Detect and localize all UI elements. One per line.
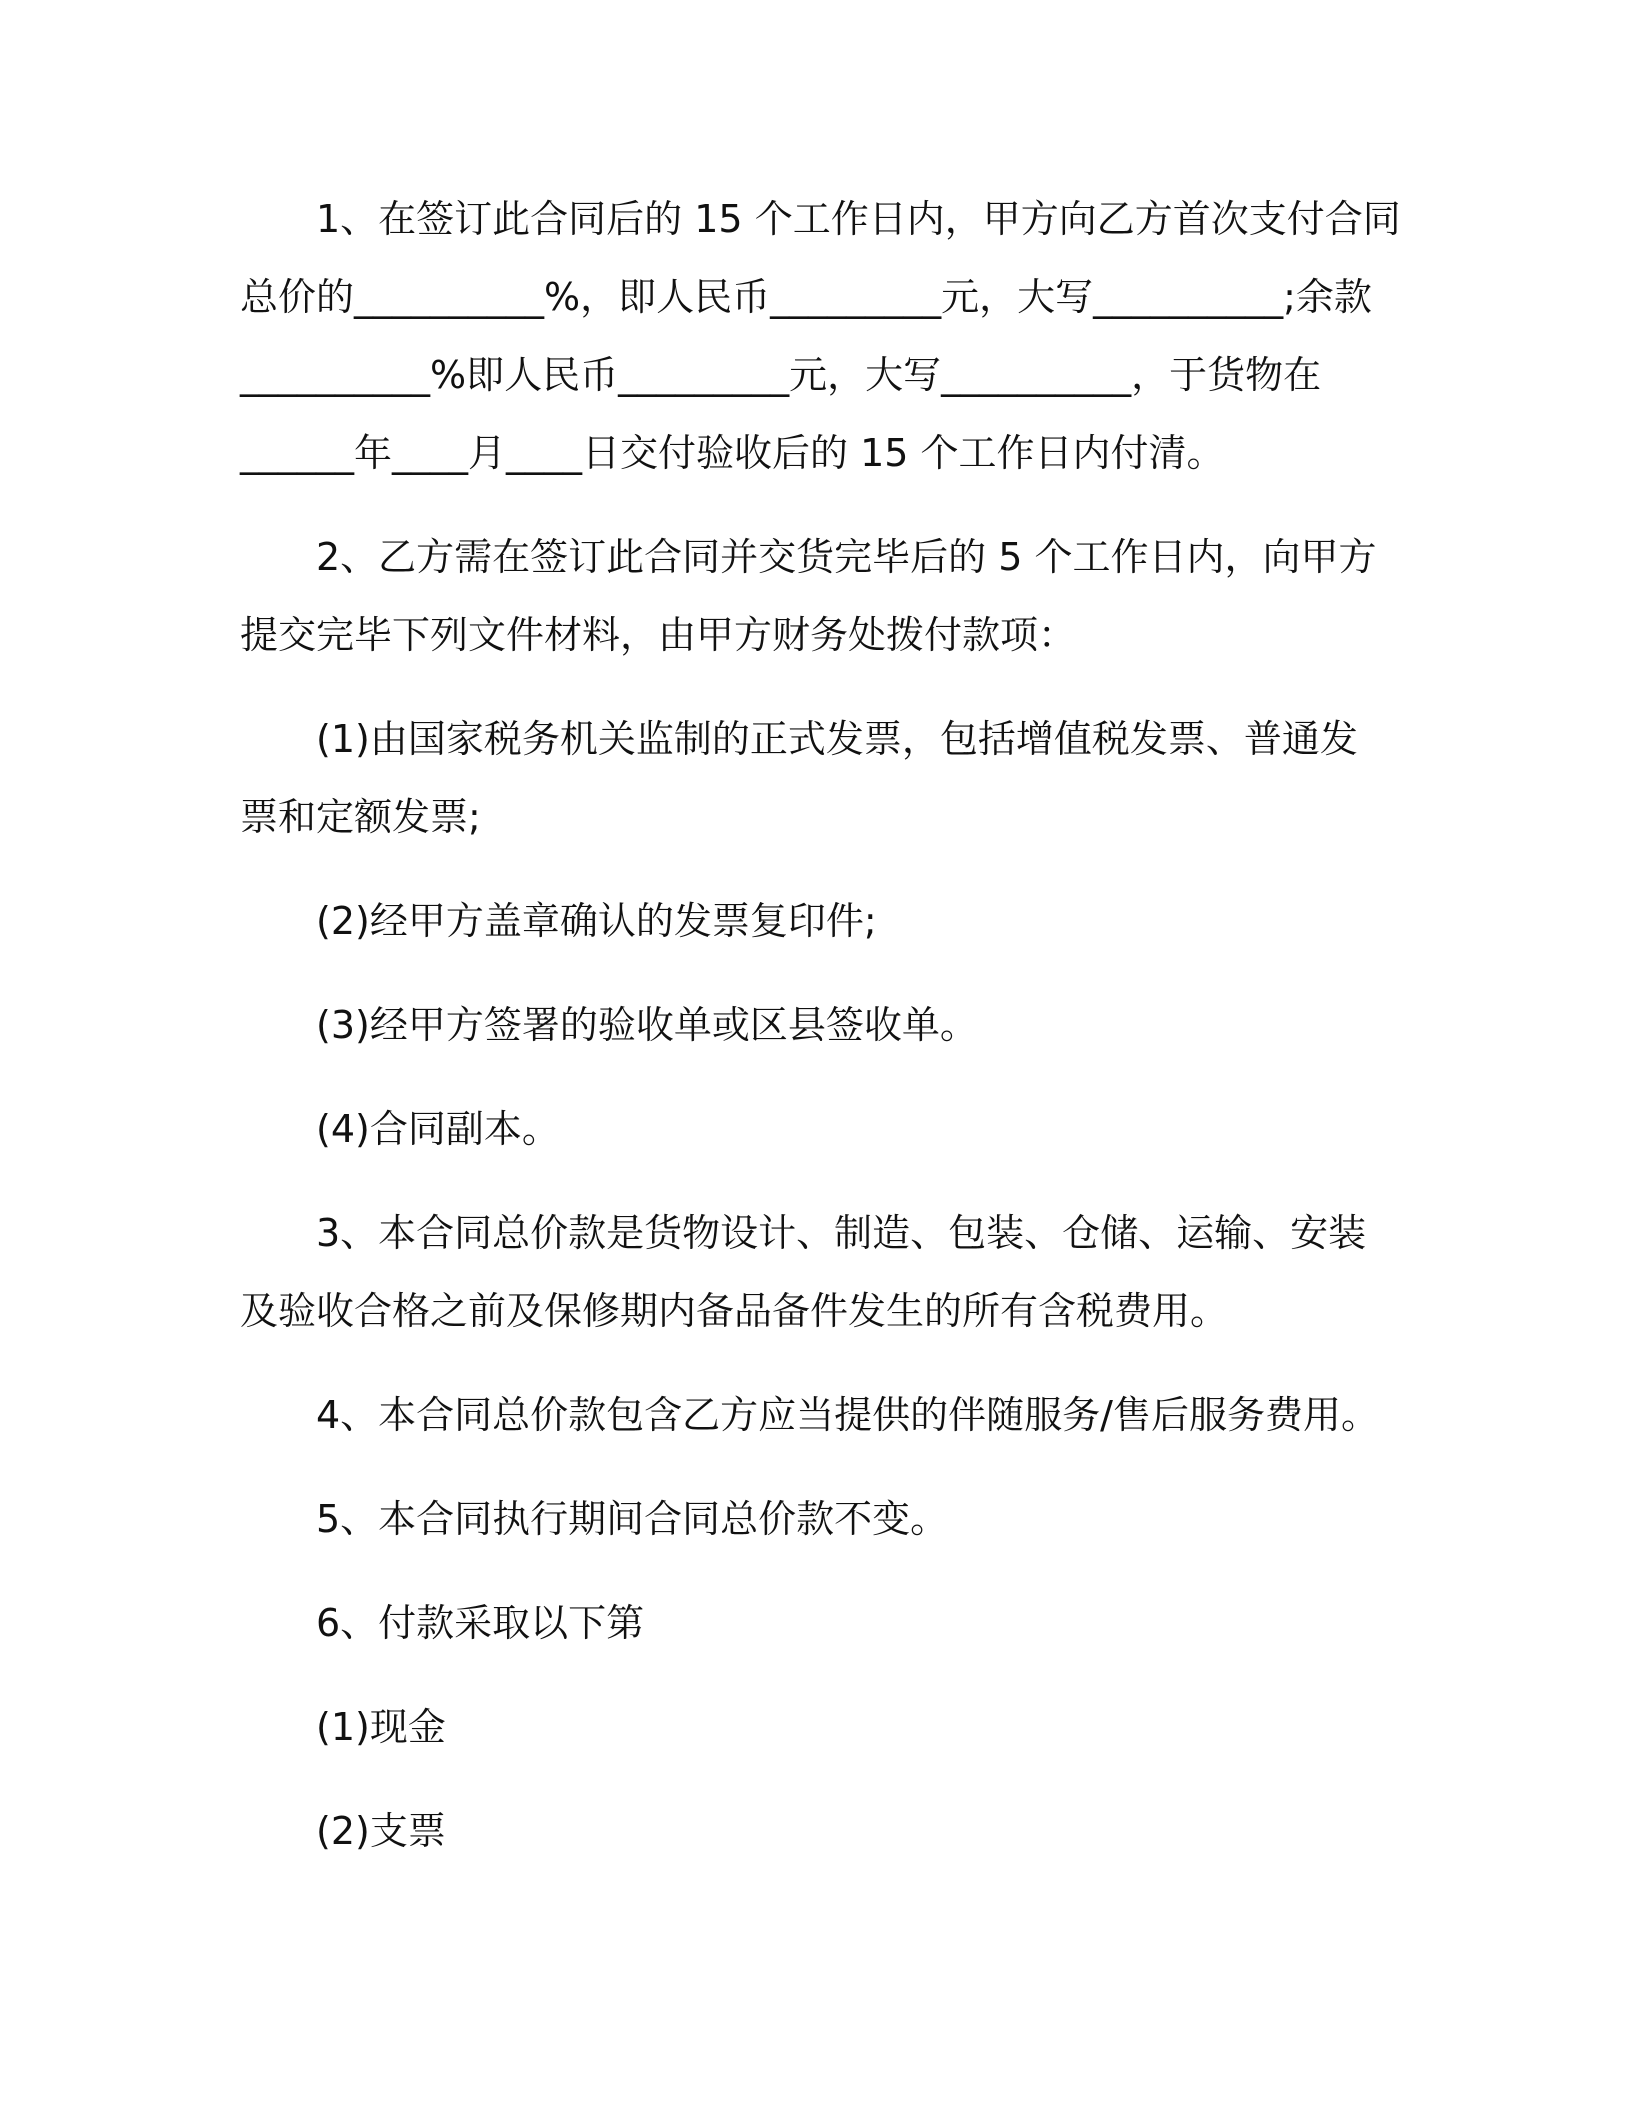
clause-5: 5、本合同执行期间合同总价款不变。 bbox=[316, 1497, 949, 1541]
clause-1-line-1: 1、在签订此合同后的 15 个工作日内，甲方向乙方首次支付合同 bbox=[316, 197, 1401, 241]
clause-6-item-2: (2)支票 bbox=[316, 1809, 446, 1853]
clause-1 bbox=[240, 180, 1400, 492]
clause-2-item-1-line-1: (1)由国家税务机关监制的正式发票，包括增值税发票、普通发 bbox=[316, 717, 1358, 761]
clause-2-line-1: 2、乙方需在签订此合同并交货完毕后的 5 个工作日内，向甲方 bbox=[316, 535, 1377, 579]
clause-2-item-4: (4)合同副本。 bbox=[316, 1107, 560, 1151]
clause-6-item-1: (1)现金 bbox=[316, 1705, 446, 1749]
clause-3 bbox=[240, 1194, 1400, 1350]
clause-2 bbox=[240, 518, 1400, 674]
clause-4: 4、本合同总价款包含乙方应当提供的伴随服务/售后服务费用。 bbox=[316, 1393, 1379, 1437]
clause-1-line-4: ______年____月____日交付验收后的 15 个工作日内付清。 bbox=[240, 431, 1225, 475]
clause-1-line-2: 总价的__________%，即人民币_________元，大写__________;余款 bbox=[240, 275, 1372, 319]
clause-2-item-1 bbox=[240, 700, 1400, 856]
clause-2-item-3: (3)经甲方签署的验收单或区县签收单。 bbox=[316, 1003, 978, 1047]
clause-2-line-2: 提交完毕下列文件材料，由甲方财务处拨付款项： bbox=[240, 613, 1077, 657]
clause-1-line-3: __________%即人民币_________元，大写__________，于货物在 bbox=[240, 353, 1322, 397]
clause-2-item-1-line-2: 票和定额发票; bbox=[240, 795, 481, 839]
clause-3-line-2: 及验收合格之前及保修期内备品备件发生的所有含税费用。 bbox=[240, 1289, 1229, 1333]
clause-2-item-2: (2)经甲方盖章确认的发票复印件; bbox=[316, 899, 877, 943]
document-body bbox=[240, 180, 1400, 1896]
clause-3-line-1: 3、本合同总价款是货物设计、制造、包装、仓储、运输、安装 bbox=[316, 1211, 1367, 1255]
clause-6: 6、付款采取以下第 bbox=[316, 1601, 645, 1645]
